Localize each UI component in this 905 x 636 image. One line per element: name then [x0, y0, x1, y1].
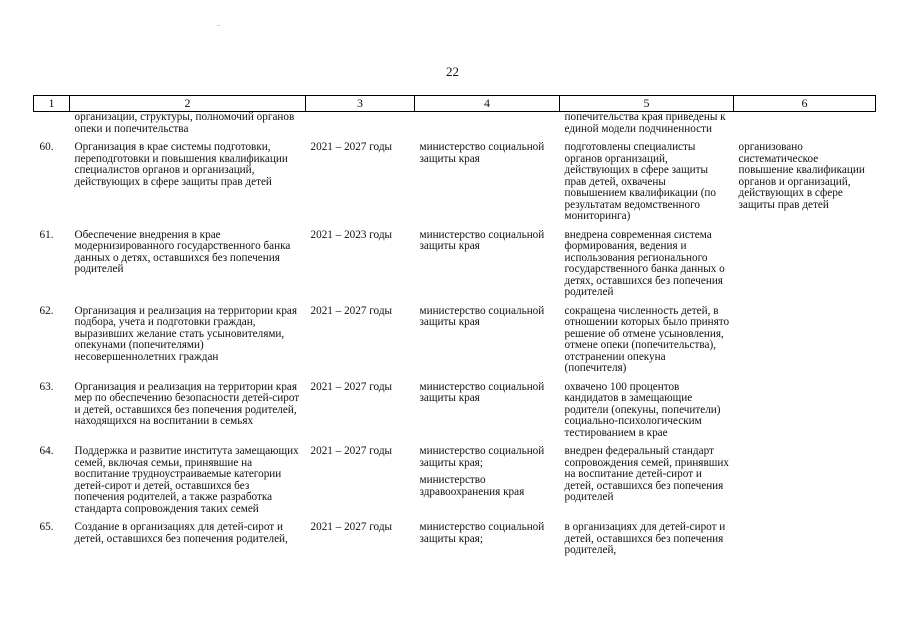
indicator-cell — [734, 306, 876, 375]
table-row — [34, 230, 876, 299]
result-cell: внедрен федеральный стандарт сопровождения семей, принявших на воспитание детей-сирот и детей, оставшихся без попечения родителей — [564, 445, 729, 503]
executor-cell: министерство социальной защиты края — [419, 141, 545, 165]
indicator-cell — [734, 382, 876, 440]
table-row — [34, 112, 876, 136]
row-number: 63. — [39, 380, 54, 393]
period-cell: 2021 – 2027 годы — [310, 521, 393, 533]
row-number: 60. — [39, 141, 54, 153]
executor-cell: министерство социальной защиты края — [419, 380, 545, 404]
result-cell: попечительства края приведены к единой модели подчиненности — [564, 111, 726, 135]
measure-cell: Обеспечение внедрения в крае модернизированного государственного банка данных о детях, оставшихся без попечения родителей — [74, 228, 291, 275]
row-number: 61. — [39, 228, 54, 241]
table-row — [34, 382, 876, 440]
measure-cell: Организация и реализация на территории края подбора, учета и подготовки граждан, выразивших желание стать усыновителями, опекунами (попечителями) несовершеннолетних граждан — [74, 304, 298, 363]
header-col-4: 4 — [415, 96, 560, 112]
row-number: 62. — [39, 304, 54, 317]
header-col-2: 2 — [70, 96, 306, 112]
measure-cell: Организация в крае системы подготовки, переподготовки и повышения квалификации специалистов органов и организаций, действующих в сфере защиты прав детей — [74, 141, 288, 188]
executor-cell: министерство социальной защиты края; — [419, 521, 545, 545]
result-cell: охвачено 100 процентов кандидатов в замещающие родители (опекуны, попечители) социально-психологическим тестированием в крае — [564, 380, 721, 439]
executor-line-2: министерство здравоохранения края — [419, 474, 525, 498]
period-cell: 2021 – 2027 годы — [310, 445, 393, 457]
header-col-1: 1 — [34, 96, 70, 112]
measure-cell: организации, структуры, полномочий органов опеки и попечительства — [74, 111, 295, 135]
executor-cell: министерство социальной защиты края — [419, 228, 545, 252]
indicator-cell — [734, 446, 876, 515]
table-row — [34, 446, 876, 515]
result-cell: в организациях для детей-сирот и детей, оставшихся без попечения родителей, — [564, 521, 726, 556]
scan-mark: – — [217, 21, 221, 29]
header-col-3: 3 — [306, 96, 415, 112]
indicator-cell — [734, 522, 876, 557]
measure-cell: Создание в организациях для детей-сирот и детей, оставшихся без попечения родителей, — [74, 521, 288, 545]
table-row — [34, 522, 876, 557]
period-cell — [306, 112, 415, 136]
row-number: 65. — [39, 521, 54, 533]
executor-cell — [415, 446, 560, 515]
executor-line: министерство социальной защиты края; — [419, 445, 545, 469]
header-col-5: 5 — [560, 96, 734, 112]
indicator-cell — [734, 112, 876, 136]
page-number: 22 — [446, 64, 459, 79]
header-row — [34, 96, 876, 112]
row-number — [34, 112, 70, 136]
measures-table — [33, 95, 876, 557]
period-cell: 2021 – 2027 годы — [310, 304, 393, 317]
result-cell: сокращена численность детей, в отношении которых было принято решение об отмене усыновления, отмене опеки (попечительства), отстранении опекуна (попечителя) — [564, 304, 730, 374]
table-row — [34, 306, 876, 375]
period-cell: 2021 – 2027 годы — [310, 380, 393, 393]
period-cell: 2021 – 2027 годы — [310, 141, 393, 153]
result-cell: подготовлены специалисты органов организаций, действующих в сфере защиты прав детей, охвачены повышением квалификации (по результатам ведомственного мониторинга) — [564, 141, 717, 222]
indicator-cell: организовано систематическое повышение квалификации органов и организаций, действующих в сфере защиты прав детей — [738, 141, 865, 211]
executor-cell — [415, 112, 560, 136]
header-col-6: 6 — [734, 96, 876, 112]
table-row — [34, 142, 876, 223]
measure-cell: Организация и реализация на территории края мер по обеспечению безопасности детей-сирот и детей, оставшихся без попечения родителей, находящихся на воспитании в семьях — [74, 380, 300, 427]
indicator-cell — [734, 230, 876, 299]
executor-cell: министерство социальной защиты края — [419, 304, 545, 328]
period-cell: 2021 – 2023 годы — [310, 228, 393, 241]
measure-cell: Поддержка и развитие института замещающих семей, включая семьи, принявшие на воспитание трудноустраиваемые категории детей-сирот и детей, оставшихся без попечения родителей, а также разработка стандарта сопровождения таких семей — [74, 445, 299, 515]
result-cell: внедрена современная система формирования, ведения и использования регионального государственного банка данных о детях, оставшихся без попечения родителей — [564, 228, 725, 298]
row-number: 64. — [39, 445, 54, 457]
